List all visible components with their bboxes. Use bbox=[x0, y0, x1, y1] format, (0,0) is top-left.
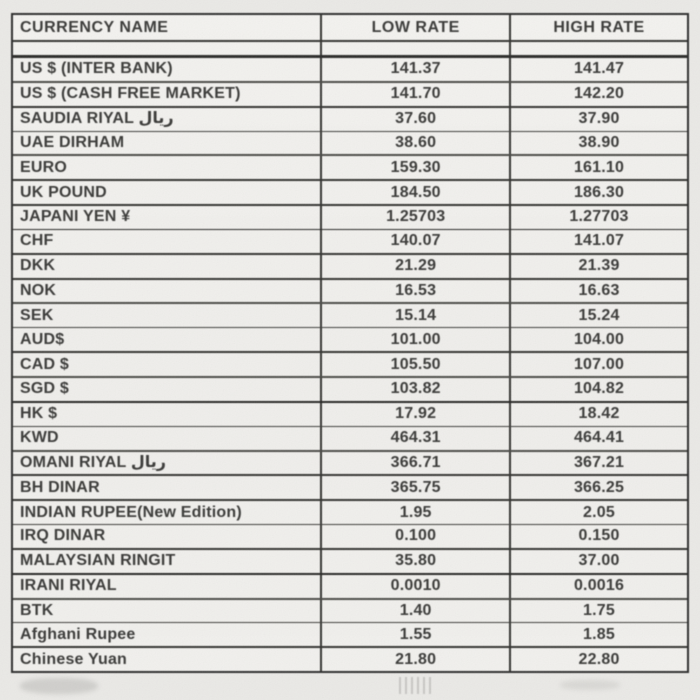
high-rate-cell: 37.00 bbox=[509, 550, 687, 573]
currency-name-cell: IRANI RIYAL bbox=[20, 577, 117, 595]
high-rate-cell: 1.75 bbox=[509, 600, 687, 623]
currency-name-cell: US $ (INTER BANK) bbox=[20, 60, 173, 78]
currency-name-cell: INDIAN RUPEE(New Edition) bbox=[20, 503, 242, 521]
high-rate-cell: 186.30 bbox=[509, 181, 687, 204]
low-rate-cell: 184.50 bbox=[320, 181, 509, 204]
table-row bbox=[13, 550, 687, 575]
currency-name-cell: NOK bbox=[20, 282, 57, 300]
table-row bbox=[13, 648, 687, 671]
table-row bbox=[13, 255, 687, 280]
table-row bbox=[13, 427, 687, 452]
low-rate-cell: 1.95 bbox=[320, 501, 509, 524]
table-row bbox=[13, 403, 687, 427]
low-rate-cell: 15.14 bbox=[320, 304, 509, 327]
low-rate-cell: 103.82 bbox=[320, 378, 509, 401]
low-rate-cell: 0.100 bbox=[320, 525, 509, 548]
currency-name-cell: CAD $ bbox=[20, 355, 70, 373]
currency-name-cell: Afghani Rupee bbox=[20, 625, 136, 643]
currency-name-cell: SEK bbox=[20, 306, 54, 324]
low-rate-cell: 365.75 bbox=[320, 476, 509, 499]
currency-name-cell: KWD bbox=[20, 429, 59, 447]
high-rate-cell: 366.25 bbox=[509, 476, 687, 499]
high-rate-cell: 0.0016 bbox=[509, 575, 687, 598]
low-rate-cell: 21.29 bbox=[320, 255, 509, 278]
table-row bbox=[13, 600, 687, 624]
low-rate-cell: 141.70 bbox=[320, 83, 509, 106]
currency-name-cell: JAPANI YEN ¥ bbox=[20, 208, 131, 226]
table-row bbox=[13, 378, 687, 403]
high-rate-cell: 141.07 bbox=[509, 230, 687, 253]
low-rate-cell: 37.60 bbox=[320, 108, 509, 131]
scan-smudge-marks bbox=[399, 677, 435, 694]
table-row bbox=[13, 156, 687, 181]
currency-name-cell: US $ (CASH FREE MARKET) bbox=[20, 85, 241, 103]
table-row bbox=[13, 230, 687, 255]
low-rate-cell: 366.71 bbox=[320, 452, 509, 475]
table-row bbox=[13, 623, 687, 648]
low-rate-cell: 141.37 bbox=[320, 58, 509, 81]
low-rate-cell: 38.60 bbox=[320, 132, 509, 155]
high-rate-cell: 107.00 bbox=[509, 353, 687, 376]
high-rate-cell: 18.42 bbox=[509, 403, 687, 426]
low-rate-cell: 464.31 bbox=[320, 427, 509, 450]
low-rate-cell: 105.50 bbox=[320, 353, 509, 376]
currency-name-cell: OMANI RIYAL ريال bbox=[20, 453, 166, 471]
low-rate-cell: 140.07 bbox=[320, 230, 509, 253]
empty-name-cell bbox=[13, 42, 320, 55]
table-row bbox=[13, 108, 687, 132]
table-row bbox=[13, 525, 687, 550]
table-row bbox=[13, 452, 687, 477]
high-rate-cell: 104.00 bbox=[509, 328, 687, 351]
high-rate-cell: 38.90 bbox=[509, 132, 687, 155]
scan-smudge-blot-right bbox=[560, 680, 620, 690]
high-rate-cell: 21.39 bbox=[509, 255, 687, 278]
low-rate-cell: 35.80 bbox=[320, 550, 509, 573]
empty-high-cell bbox=[509, 42, 687, 55]
low-rate-cell: 159.30 bbox=[320, 156, 509, 179]
table-row bbox=[13, 328, 687, 353]
table-row bbox=[13, 575, 687, 600]
table-row bbox=[13, 476, 687, 501]
currency-rate-table bbox=[11, 13, 689, 673]
high-rate-cell: 141.47 bbox=[509, 58, 687, 81]
table-row bbox=[13, 304, 687, 328]
table-row bbox=[13, 83, 687, 108]
high-rate-cell: 464.41 bbox=[509, 427, 687, 450]
high-rate-cell: 1.27703 bbox=[509, 206, 687, 229]
high-rate-cell: 161.10 bbox=[509, 156, 687, 179]
high-rate-cell: 37.90 bbox=[509, 108, 687, 131]
high-rate-cell: 1.85 bbox=[509, 623, 687, 646]
table-header-row bbox=[13, 15, 687, 42]
header-high-rate: HIGH RATE bbox=[509, 15, 687, 40]
scan-smudge-blot-left bbox=[20, 678, 98, 694]
high-rate-cell: 0.150 bbox=[509, 525, 687, 548]
currency-name-cell: CHF bbox=[20, 232, 54, 250]
high-rate-cell: 104.82 bbox=[509, 378, 687, 401]
low-rate-cell: 17.92 bbox=[320, 403, 509, 426]
empty-row bbox=[13, 42, 687, 58]
currency-name-cell: IRQ DINAR bbox=[20, 527, 106, 545]
table-row bbox=[13, 206, 687, 230]
low-rate-cell: 1.55 bbox=[320, 623, 509, 646]
currency-name-cell: MALAYSIAN RINGIT bbox=[20, 552, 176, 570]
high-rate-cell: 15.24 bbox=[509, 304, 687, 327]
table-row bbox=[13, 132, 687, 157]
table-row bbox=[13, 353, 687, 378]
table-row bbox=[13, 181, 687, 206]
high-rate-cell: 142.20 bbox=[509, 83, 687, 106]
low-rate-cell: 101.00 bbox=[320, 328, 509, 351]
low-rate-cell: 0.0010 bbox=[320, 575, 509, 598]
currency-name-cell: UK POUND bbox=[20, 183, 107, 201]
header-currency-name: CURRENCY NAME bbox=[20, 18, 169, 36]
high-rate-cell: 2.05 bbox=[509, 501, 687, 524]
table-row bbox=[13, 280, 687, 305]
currency-name-cell: BTK bbox=[20, 601, 54, 619]
currency-name-cell: Chinese Yuan bbox=[20, 650, 128, 668]
high-rate-cell: 22.80 bbox=[509, 648, 687, 671]
currency-name-cell: SAUDIA RIYAL ريال bbox=[20, 110, 174, 128]
currency-name-cell: UAE DIRHAM bbox=[20, 133, 125, 151]
empty-low-cell bbox=[320, 42, 509, 55]
high-rate-cell: 16.63 bbox=[509, 280, 687, 303]
currency-name-cell: AUD$ bbox=[20, 330, 65, 348]
currency-name-cell: HK $ bbox=[20, 405, 58, 423]
table-row bbox=[13, 58, 687, 83]
table-row bbox=[13, 501, 687, 525]
currency-name-cell: BH DINAR bbox=[20, 478, 100, 496]
currency-name-cell: DKK bbox=[20, 257, 56, 275]
currency-name-cell: SGD $ bbox=[20, 380, 70, 398]
currency-name-cell: EURO bbox=[20, 158, 68, 176]
low-rate-cell: 1.25703 bbox=[320, 206, 509, 229]
header-low-rate: LOW RATE bbox=[320, 15, 509, 40]
high-rate-cell: 367.21 bbox=[509, 452, 687, 475]
low-rate-cell: 1.40 bbox=[320, 600, 509, 623]
low-rate-cell: 21.80 bbox=[320, 648, 509, 671]
low-rate-cell: 16.53 bbox=[320, 280, 509, 303]
